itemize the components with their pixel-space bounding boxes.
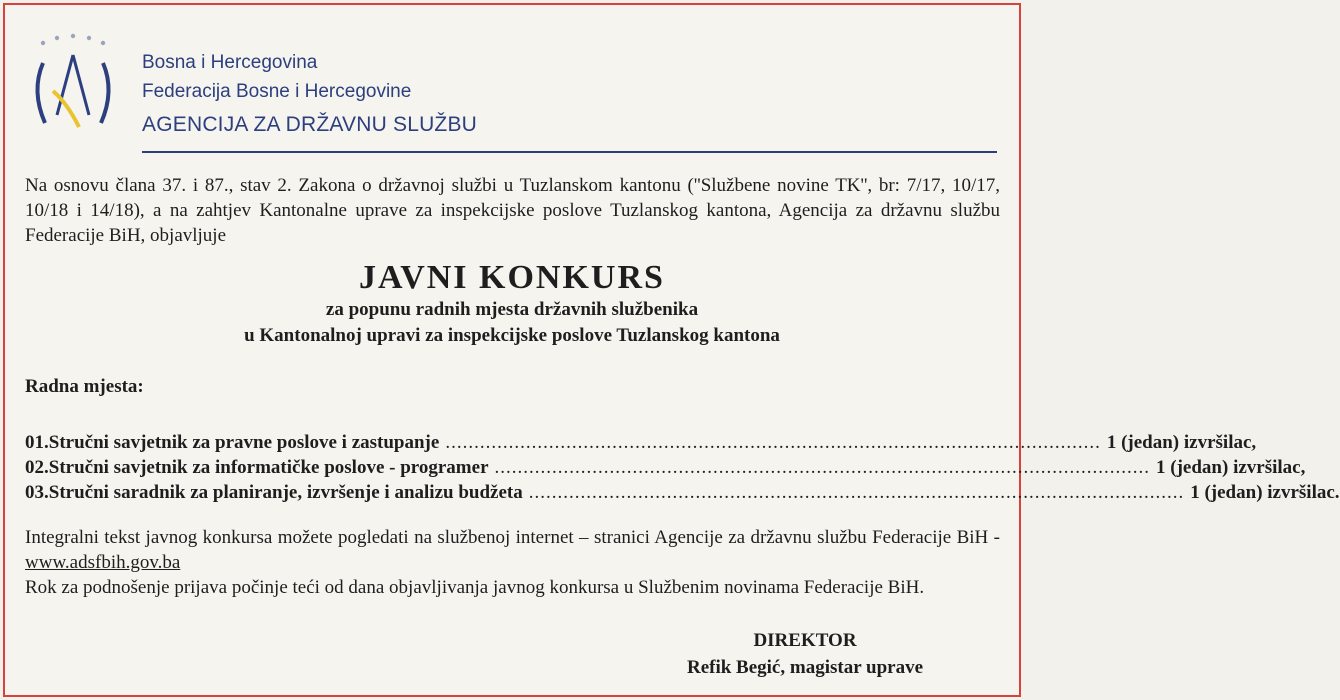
leader-dots: .................................................................................................................. <box>528 482 1185 503</box>
signature-name: Refik Begić, magistar uprave <box>686 657 924 678</box>
position-count: 1 (jedan) izvršilac. <box>1190 482 1340 503</box>
position-title: Stručni savjetnik za informatičke poslove - programer <box>48 457 489 478</box>
announcement-subtitle-2: u Kantonalnoj upravi za inspekcijske poslove Tuzlanskog kantona <box>244 325 780 346</box>
header-country: Bosna i Hercegovina <box>142 52 318 73</box>
signature-title: DIREKTOR <box>753 630 857 651</box>
intro-paragraph: Na osnovu člana 37. i 87., stav 2. Zakona o državnoj službi u Tuzlanskom kantonu (''Službene novine TK'', br: 7/17, 10/17, 10/18 i 14/18), a na zahtjev Kantonalne uprave za inspekcijske poslove Tuzlanskog kantona, Agencija za državnu službu Federacije BiH, objavljuje <box>25 175 1000 246</box>
leader-dots: .................................................................................................................. <box>494 457 1151 478</box>
position-row <box>25 455 1306 480</box>
leader-dots: .................................................................................................................. <box>445 432 1101 453</box>
positions-heading: Radna mjesta: <box>25 376 144 397</box>
position-title: Stručni savjetnik za pravne poslove i zastupanje <box>48 432 440 453</box>
position-title: Stručni saradnik za planiranje, izvršenje i analizu budžeta <box>48 482 523 503</box>
position-row <box>25 430 1257 455</box>
position-number: 03. <box>25 482 49 503</box>
agency-website-link[interactable]: www.adsfbih.gov.ba <box>25 552 181 573</box>
positions-list <box>25 430 1340 505</box>
position-row <box>25 480 1340 505</box>
body-text-1: Integralni tekst javnog konkursa možete pogledati na službenoj internet – stranici Agencije za državnu službu Federacije BiH - <box>25 527 1000 548</box>
position-number: 02. <box>25 457 49 478</box>
header-divider <box>142 151 997 153</box>
announcement-title: JAVNI KONKURS <box>359 259 665 296</box>
announcement-frame <box>3 3 1340 697</box>
announcement-subtitle-1: za popunu radnih mjesta državnih službenika <box>325 299 699 320</box>
header-federation: Federacija Bosne i Hercegovine <box>142 81 412 102</box>
agency-logo <box>23 33 123 137</box>
position-count: 1 (jedan) izvršilac, <box>1156 457 1306 478</box>
position-count: 1 (jedan) izvršilac, <box>1106 432 1257 453</box>
position-number: 01. <box>25 432 49 453</box>
body-text <box>25 525 1000 600</box>
header-agency: AGENCIJA ZA DRŽAVNU SLUŽBU <box>142 113 478 136</box>
body-text-2: Rok za podnošenje prijava počinje teći od dana objavljivanja javnog konkursa u Službenim novinama Federacije BiH. <box>25 577 925 598</box>
